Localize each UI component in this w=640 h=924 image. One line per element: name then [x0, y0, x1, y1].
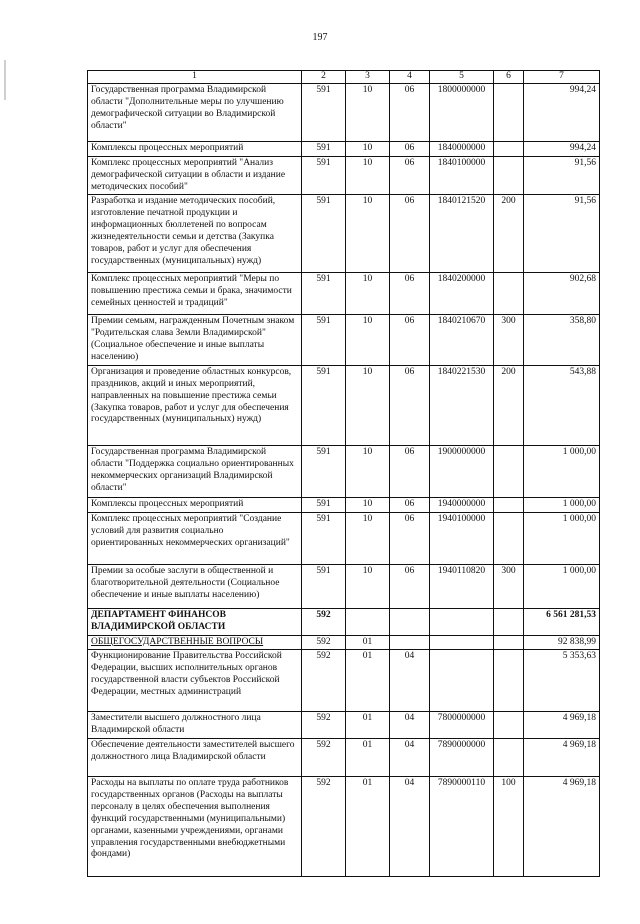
table-row [88, 497, 600, 512]
column-header: 5 [430, 71, 494, 84]
table-row [88, 195, 600, 273]
row-name: Комплексы процессных мероприятий [88, 497, 302, 512]
table-row [88, 564, 600, 608]
row-col4: 06 [390, 564, 430, 608]
row-col2: 592 [302, 650, 346, 712]
row-col3: 10 [346, 497, 390, 512]
row-col4: 06 [390, 512, 430, 564]
row-col2: 591 [302, 273, 346, 315]
row-col4: 04 [390, 712, 430, 739]
row-col3 [346, 608, 390, 635]
row-col4: 06 [390, 273, 430, 315]
row-col3: 10 [346, 83, 390, 141]
row-col6 [494, 608, 524, 635]
table-header-row [88, 71, 600, 84]
row-col4: 06 [390, 141, 430, 156]
row-name: Расходы на выплаты по оплате труда работников государственных органов (Расходы на выплаты персоналу в целях обеспечения выполнения функций государственными (муниципальными) органами, казенными учреждениями, органами управления государственными внебюджетными фондами) [88, 777, 302, 877]
table-row [88, 608, 600, 635]
row-col2: 592 [302, 712, 346, 739]
row-col7: 1 000,00 [524, 497, 600, 512]
row-name: Функционирование Правительства Российской Федерации, высших исполнительных органов государственной власти субъектов Российской Федерации, местных администраций [88, 650, 302, 712]
row-col5: 7890000000 [430, 739, 494, 777]
row-col6 [494, 497, 524, 512]
row-col6: 200 [494, 195, 524, 273]
row-col2: 592 [302, 608, 346, 635]
row-col6 [494, 739, 524, 777]
row-name: Организация и проведение областных конкурсов, праздников, акций и иных мероприятий, направленных на повышение престижа семьи (Закупка товаров, работ и услуг для обеспечения государственных (муниципальных) нужд) [88, 365, 302, 445]
row-col7: 91,56 [524, 195, 600, 273]
row-col4: 06 [390, 195, 430, 273]
row-col3: 10 [346, 141, 390, 156]
row-col2: 591 [302, 365, 346, 445]
row-col7: 994,24 [524, 83, 600, 141]
table-row [88, 83, 600, 141]
table-row [88, 156, 600, 195]
row-col7: 5 353,63 [524, 650, 600, 712]
row-name: Комплекс процессных мероприятий "Меры по повышению престижа семьи и брака, значимости семейных ценностей и традиций" [88, 273, 302, 315]
row-col2: 591 [302, 195, 346, 273]
row-col4: 06 [390, 83, 430, 141]
row-col2: 591 [302, 512, 346, 564]
row-col3: 10 [346, 512, 390, 564]
row-col5 [430, 608, 494, 635]
row-col5: 1940110820 [430, 564, 494, 608]
row-name: Разработка и издание методических пособий, изготовление печатной продукции и информационных бюллетеней по вопросам жизнедеятельности семьи и детства (Закупка товаров, работ и услуг для обеспечения государственных (муниципальных) нужд) [88, 195, 302, 273]
row-col7: 92 838,99 [524, 635, 600, 650]
row-col2: 592 [302, 777, 346, 877]
row-col7: 4 969,18 [524, 739, 600, 777]
table-row [88, 315, 600, 366]
row-col5: 1800000000 [430, 83, 494, 141]
row-col4: 06 [390, 365, 430, 445]
column-header: 6 [494, 71, 524, 84]
row-col5: 1840210670 [430, 315, 494, 366]
column-header: 7 [524, 71, 600, 84]
row-col2: 591 [302, 497, 346, 512]
row-col7: 358,80 [524, 315, 600, 366]
page-number: 197 [312, 32, 328, 43]
row-col5: 1840100000 [430, 156, 494, 195]
row-name: ОБЩЕГОСУДАРСТВЕННЫЕ ВОПРОСЫ [88, 635, 302, 650]
row-col2: 591 [302, 564, 346, 608]
row-col3: 10 [346, 273, 390, 315]
row-col6 [494, 83, 524, 141]
row-col5: 1940100000 [430, 512, 494, 564]
table-row [88, 739, 600, 777]
row-name: Заместители высшего должностного лица Владимирской области [88, 712, 302, 739]
table-row [88, 273, 600, 315]
row-col5: 1840200000 [430, 273, 494, 315]
table-row [88, 365, 600, 445]
row-col6 [494, 273, 524, 315]
row-col5: 7890000110 [430, 777, 494, 877]
column-header: 1 [88, 71, 302, 84]
row-col5: 1840121520 [430, 195, 494, 273]
row-col3: 10 [346, 564, 390, 608]
row-col4: 04 [390, 650, 430, 712]
row-col6 [494, 712, 524, 739]
row-name: Государственная программа Владимирской области "Поддержка социально ориентированных некоммерческих организаций Владимирской области" [88, 445, 302, 497]
row-col4: 04 [390, 777, 430, 877]
row-col2: 592 [302, 739, 346, 777]
row-col3: 10 [346, 156, 390, 195]
row-col4: 06 [390, 156, 430, 195]
row-col7: 543,88 [524, 365, 600, 445]
row-col6 [494, 445, 524, 497]
row-col3: 10 [346, 195, 390, 273]
row-col7: 1 000,00 [524, 445, 600, 497]
row-col2: 591 [302, 156, 346, 195]
row-name: Премии за особые заслуги в общественной и благотворительной деятельности (Социальное обеспечение и иные выплаты населению) [88, 564, 302, 608]
row-col7: 91,56 [524, 156, 600, 195]
row-col6: 100 [494, 777, 524, 877]
row-col2: 591 [302, 315, 346, 366]
table-row [88, 512, 600, 564]
row-col2: 591 [302, 83, 346, 141]
table-row [88, 650, 600, 712]
row-col5: 1840000000 [430, 141, 494, 156]
row-col6: 200 [494, 365, 524, 445]
row-col3: 01 [346, 739, 390, 777]
row-col6 [494, 635, 524, 650]
row-name: Комплексы процессных мероприятий [88, 141, 302, 156]
row-name: Комплекс процессных мероприятий "Анализ демографической ситуации в области и издание методических пособий" [88, 156, 302, 195]
row-col5 [430, 635, 494, 650]
budget-table [87, 70, 600, 877]
row-col7: 902,68 [524, 273, 600, 315]
row-col5: 1900000000 [430, 445, 494, 497]
row-col4 [390, 608, 430, 635]
row-col3: 01 [346, 777, 390, 877]
row-name: Обеспечение деятельности заместителей высшего должностного лица Владимирской области [88, 739, 302, 777]
row-col6 [494, 512, 524, 564]
row-col2: 591 [302, 445, 346, 497]
row-col7: 6 561 281,53 [524, 608, 600, 635]
table-row [88, 777, 600, 877]
row-col3: 01 [346, 635, 390, 650]
row-col7: 1 000,00 [524, 564, 600, 608]
row-col5: 1840221530 [430, 365, 494, 445]
row-name: Государственная программа Владимирской области "Дополнительные меры по улучшению демографической ситуации во Владимирской области" [88, 83, 302, 141]
row-col2: 592 [302, 635, 346, 650]
table-row [88, 712, 600, 739]
table-row [88, 445, 600, 497]
row-col3: 01 [346, 712, 390, 739]
row-name: ДЕПАРТАМЕНТ ФИНАНСОВ ВЛАДИМИРСКОЙ ОБЛАСТИ [88, 608, 302, 635]
row-col5: 7800000000 [430, 712, 494, 739]
row-col4: 04 [390, 739, 430, 777]
row-col4: 06 [390, 445, 430, 497]
row-col5 [430, 650, 494, 712]
row-name: Премии семьям, награжденным Почетным знаком "Родительская слава Земли Владимирской" (Социальное обеспечение и иные выплаты населению) [88, 315, 302, 366]
row-col2: 591 [302, 141, 346, 156]
row-col3: 10 [346, 315, 390, 366]
column-header: 3 [346, 71, 390, 84]
row-col6: 300 [494, 564, 524, 608]
column-header: 4 [390, 71, 430, 84]
row-col3: 10 [346, 445, 390, 497]
row-col7: 994,24 [524, 141, 600, 156]
row-col4: 06 [390, 315, 430, 366]
scan-artifact [4, 60, 6, 100]
table-row [88, 141, 600, 156]
column-header: 2 [302, 71, 346, 84]
row-col4 [390, 635, 430, 650]
row-col7: 4 969,18 [524, 777, 600, 877]
row-col4: 06 [390, 497, 430, 512]
row-name: Комплекс процессных мероприятий "Создание условий для развития социально ориентированных некоммерческих организаций" [88, 512, 302, 564]
row-col6 [494, 650, 524, 712]
row-col6 [494, 141, 524, 156]
row-col7: 1 000,00 [524, 512, 600, 564]
row-col6: 300 [494, 315, 524, 366]
row-col5: 1940000000 [430, 497, 494, 512]
table-row [88, 635, 600, 650]
row-col7: 4 969,18 [524, 712, 600, 739]
row-col3: 01 [346, 650, 390, 712]
row-col6 [494, 156, 524, 195]
row-col3: 10 [346, 365, 390, 445]
